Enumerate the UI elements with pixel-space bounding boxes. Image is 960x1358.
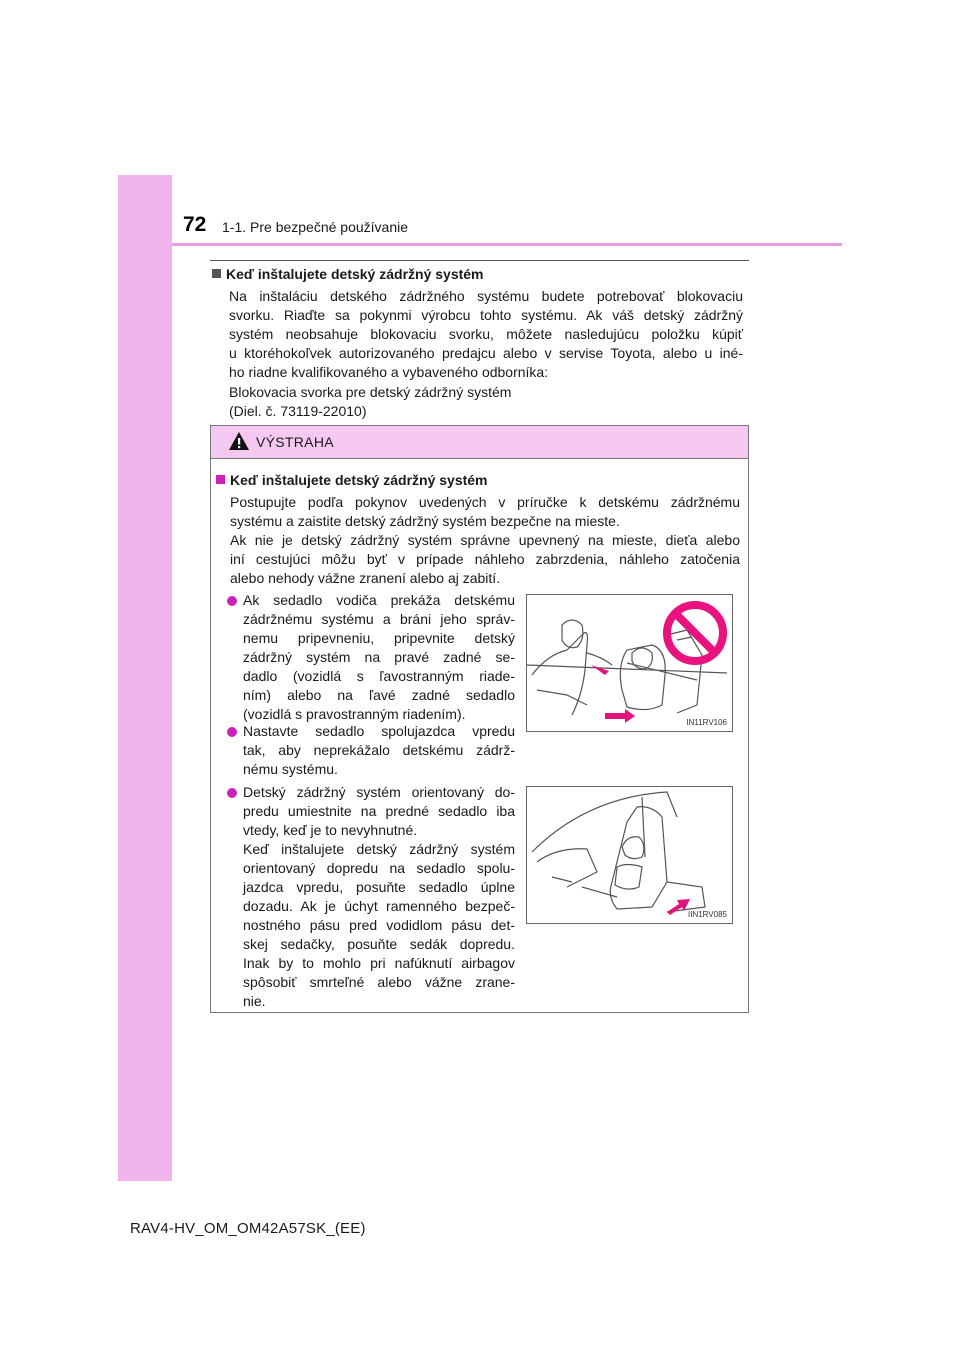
intro-line: u ktoréhokoľvek autorizovaného predajcu alebo v servise Toyota, alebo u iné- [229,345,743,361]
warning-line: systému a zaistite detský zádržný systém bezpečne na mieste. [230,513,620,529]
child-seat-illustration [527,595,732,731]
bullet-line: vtedy, keď je to nevyhnutné. [243,822,418,838]
square-bullet-icon [216,475,225,484]
bullet-line: nie. [243,993,266,1009]
arrow-icon [667,899,690,915]
intro-line: svorku. Riaďte sa pokynmi výrobcu tohto systému. Ak váš detský zádržný [229,307,743,323]
bullet-line: tak, aby neprekážalo detskému zádrž- [243,742,515,758]
section-title: 1-1. Pre bezpečné používanie [222,219,409,235]
part-name: Blokovacia svorka pre detský zádržný systém [229,384,512,400]
bullet-line: predu umiestnite na predné sedadlo iba [243,803,515,819]
bullet-line: jazdca vpredu, posuňte sedadlo úplne [243,879,515,895]
intro-line: Na inštaláciu detského zádržného systému budete potrebovať blokovaciu [229,288,743,304]
warning-triangle-icon [228,431,250,451]
bullet-line: (vozidlá s pravostranným riadením). [243,706,466,722]
warning-header [211,426,748,459]
intro-heading: Keď inštalujete detský zádržný systém [212,265,484,285]
bullet-line: spôsobiť smrteľné alebo vážne zrane- [243,974,515,990]
bullet-line: skej sedačky, posuňte sedák dopredu. [243,936,515,952]
bullet-line: Ak sedadlo vodiča prekáža detskému [243,592,515,608]
warning-heading: Keď inštalujete detský zádržný systém [216,471,488,491]
warning-label: VÝSTRAHA [256,434,334,450]
bullet-line: zádržnému systému a bráni jeho správ- [243,611,515,627]
front-seat-illustration [527,787,732,923]
warning-line: iní cestujúci môžu byť v prípade náhleho zabrzdenia, náhleho zatočenia [230,551,740,567]
square-bullet-icon [212,269,221,278]
intro-line: ho riadne kvalifikovaného a vybaveného odborníka: [229,364,549,380]
bullet-line: Inak by to mohlo pri nafúknutí airbagov [243,955,515,971]
side-tab-strip [118,175,172,1181]
bullet-icon [227,596,237,606]
bullet-line: nému systému. [243,761,338,777]
figure-rear-seat-prohibited [526,594,733,732]
arrow-icon [605,709,635,723]
warning-line: Postupujte podľa pokynov uvedených v príručke k detskému zádržnému [230,494,740,510]
bullet-line: Detský zádržný systém orientovaný do- [243,784,515,800]
figure-front-seat-forward [526,786,733,924]
section-rule [210,260,749,261]
arrow-icon [591,665,609,675]
bullet-line: dozadu. Ak je úchyt ramenného bezpeč- [243,898,515,914]
bullet-line: zádržný systém na pravé zadné se- [243,649,515,665]
intro-line: systém neobsahuje blokovaciu svorku, môžete nasledujúcu položku kúpiť [229,326,743,342]
bullet-icon [227,788,237,798]
figure-code: IIN1RV085 [688,910,727,919]
figure-code: IN11RV106 [686,718,727,727]
bullet-line: ním) alebo na ľavé zadné sedadlo [243,687,515,703]
bullet-line: nemu pripevneniu, pripevnite detský [243,630,515,646]
bullet-line: dadlo (vozidlá s ľavostranným riade- [243,668,515,684]
bullet-line: nostného pásu pred vodidlom pásu det- [243,917,515,933]
header-rule [172,243,842,246]
warning-line: alebo nehody vážne zranení alebo aj zabití. [230,570,501,586]
page-number: 72 [183,213,207,236]
bullet-icon [227,727,237,737]
warning-box [210,425,749,1013]
bullet-line: Keď inštalujete detský zádržný systém [243,841,515,857]
bullet-line: orientovaný dopredu na sedadlo spolu- [243,860,515,876]
document-code: RAV4-HV_OM_OM42A57SK_(EE) [130,1220,366,1237]
warning-line: Ak nie je detský zádržný systém správne upevnený na mieste, dieťa alebo [230,532,740,548]
bullet-line: Nastavte sedadlo spolujazdca vpredu [243,723,515,739]
part-number: (Diel. č. 73119-22010) [229,403,367,419]
